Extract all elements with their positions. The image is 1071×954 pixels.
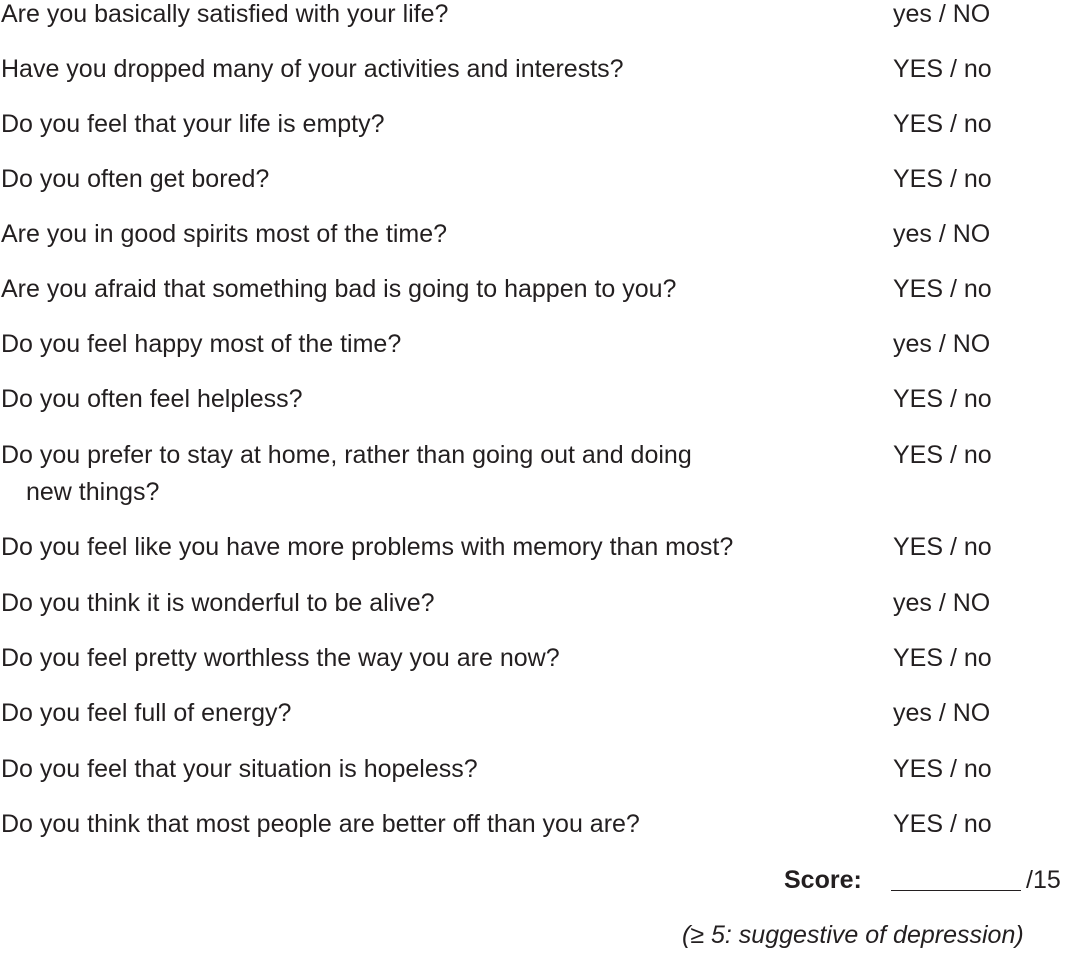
question-text-line-2: new things?	[26, 478, 160, 506]
score-max: /15	[1026, 866, 1061, 894]
scoring-note: (≥ 5: suggestive of depression)	[682, 921, 1024, 949]
question-text: Have you dropped many of your activities and interests?	[1, 55, 624, 83]
answer-options[interactable]: yes / NO	[893, 220, 991, 248]
question-text: Do you often get bored?	[1, 165, 270, 193]
answer-options[interactable]: YES / no	[893, 165, 992, 193]
answer-options[interactable]: YES / no	[893, 644, 992, 672]
question-text: Do you often feel helpless?	[1, 385, 303, 413]
question-text: Do you think it is wonderful to be alive?	[1, 589, 435, 617]
question-text: Do you feel full of energy?	[1, 699, 292, 727]
answer-options[interactable]: YES / no	[893, 533, 992, 561]
answer-options[interactable]: yes / NO	[893, 589, 991, 617]
answer-options[interactable]: YES / no	[893, 755, 992, 783]
question-text: Do you feel like you have more problems with memory than most?	[1, 533, 734, 561]
question-text: Do you feel that your life is empty?	[1, 110, 385, 138]
question-text: Are you afraid that something bad is going to happen to you?	[1, 275, 677, 303]
question-text-line-1: Do you prefer to stay at home, rather than going out and doing	[1, 441, 692, 469]
answer-options[interactable]: yes / NO	[893, 0, 991, 28]
score-row	[0, 862, 1071, 899]
answer-options[interactable]: YES / no	[893, 110, 992, 138]
answer-options[interactable]: YES / no	[893, 55, 992, 83]
question-text: Do you feel pretty worthless the way you are now?	[1, 644, 560, 672]
score-blank-line[interactable]	[891, 890, 1021, 891]
answer-options[interactable]: yes / NO	[893, 330, 991, 358]
answer-options[interactable]: YES / no	[893, 810, 992, 838]
question-text	[1, 437, 861, 511]
answer-options[interactable]: YES / no	[893, 385, 992, 413]
question-text: Are you basically satisfied with your life?	[1, 0, 449, 28]
question-text: Do you think that most people are better off than you are?	[1, 810, 640, 838]
question-text: Are you in good spirits most of the time?	[1, 220, 448, 248]
score-label: Score:	[784, 866, 862, 894]
answer-options[interactable]: yes / NO	[893, 699, 991, 727]
answer-options[interactable]: YES / no	[893, 441, 992, 469]
question-text: Do you feel that your situation is hopeless?	[1, 755, 478, 783]
question-text: Do you feel happy most of the time?	[1, 330, 402, 358]
answer-options[interactable]: YES / no	[893, 275, 992, 303]
